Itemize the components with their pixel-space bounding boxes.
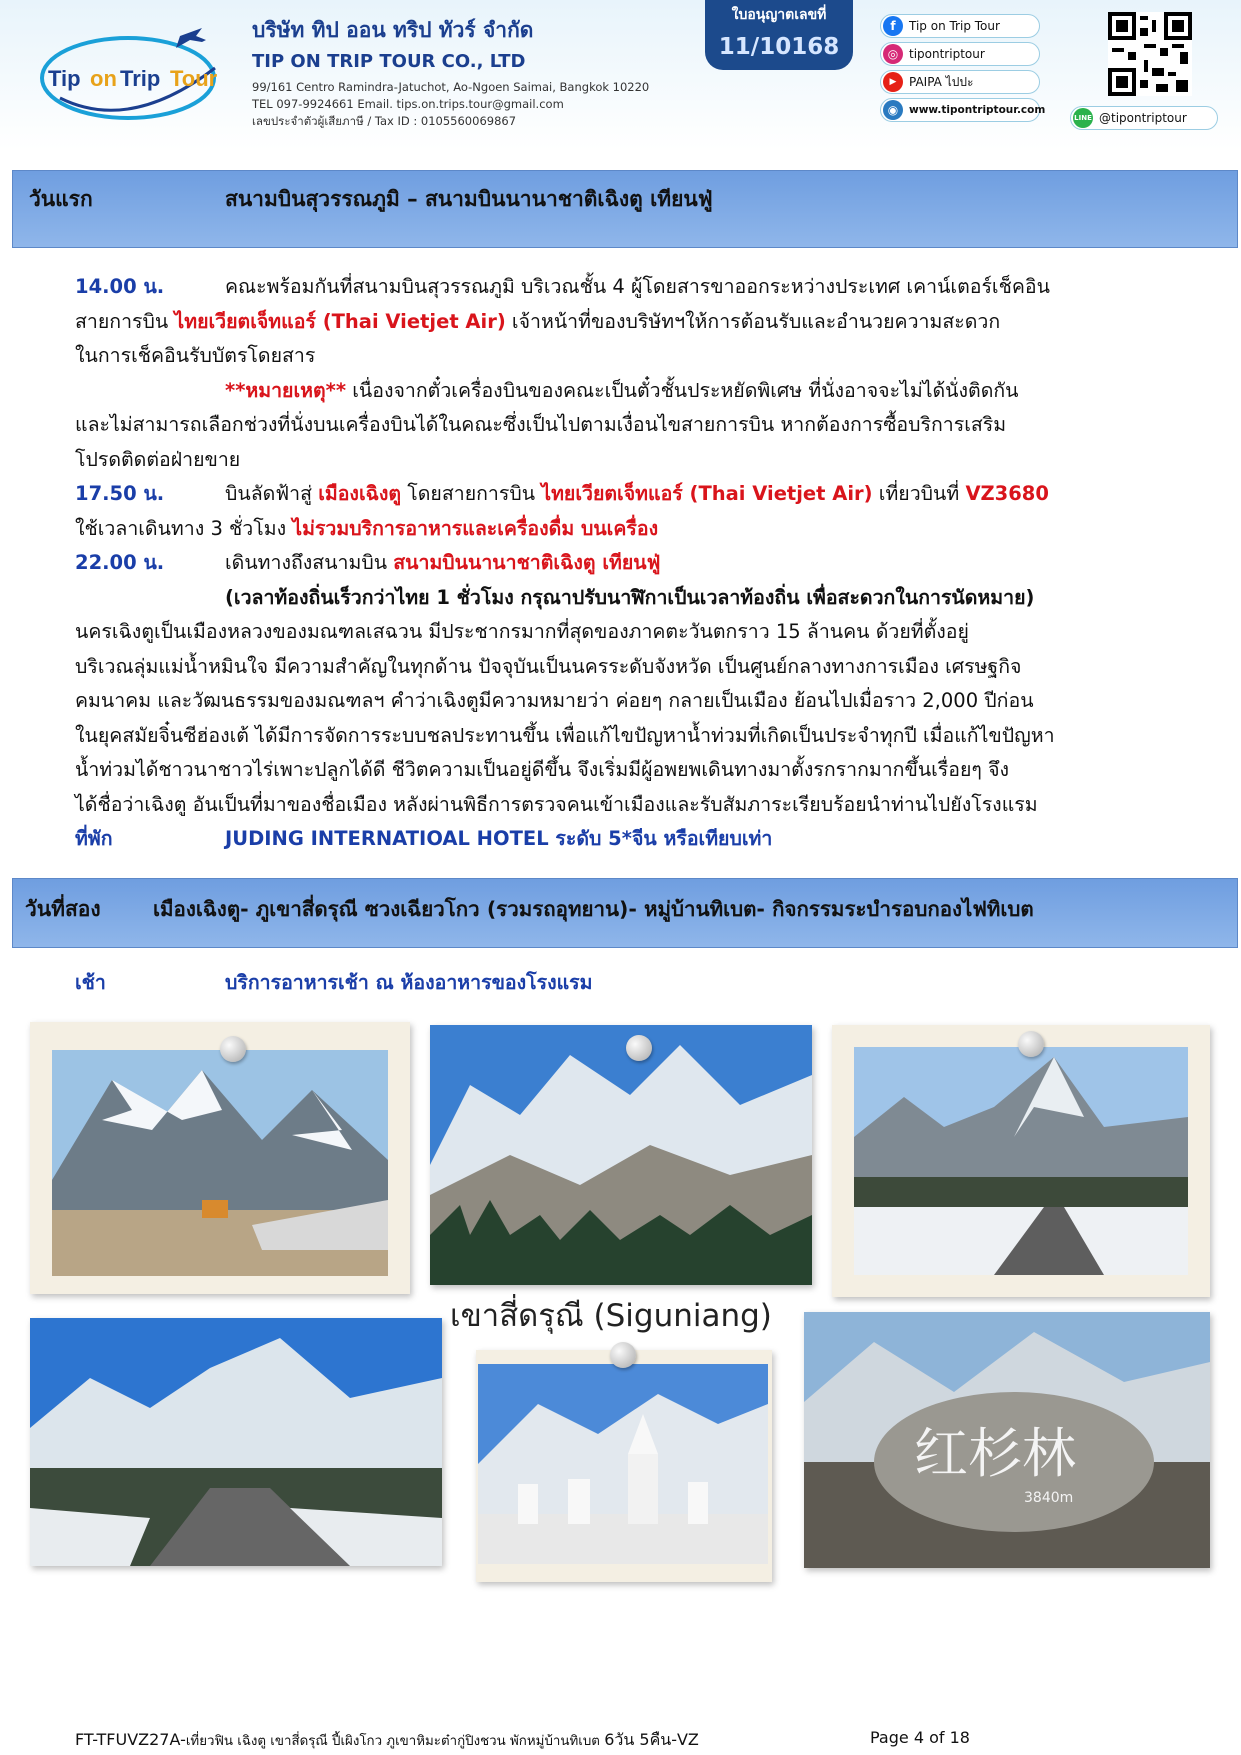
company-logo	[40, 18, 230, 128]
day1-label: วันแรก	[29, 187, 93, 211]
schedule-row	[75, 512, 1165, 547]
license-label: ใบอนุญาตเลขที่	[731, 7, 827, 23]
line-id-label: @tipontriptour	[1099, 111, 1187, 125]
meal-label: เช้า	[75, 971, 106, 994]
note-row	[75, 374, 1165, 409]
doc-duration: 6วัน 5คืน-VZ	[604, 1730, 699, 1749]
pin-icon	[1018, 1031, 1044, 1057]
pin-icon	[220, 1036, 246, 1062]
schedule-row	[75, 305, 1165, 340]
day2-itinerary	[75, 966, 1165, 1001]
schedule-text: เดินทางถึงสนามบิน	[225, 551, 394, 574]
page-header	[0, 0, 1241, 150]
destination-city: เมืองเฉิงตู	[318, 482, 402, 505]
note-label: **หมายเหตุ**	[225, 378, 347, 402]
description-text: นครเฉิงตูเป็นเมืองหลวงของมณฑลเสฉวน มีประชากรมากที่สุดของภาคตะวันตกราว 15 ล้านคน ด้วยที่ตั้งอยู่	[75, 620, 969, 643]
web-icon: ◉	[883, 100, 903, 120]
schedule-text: คณะพร้อมกันที่สนามบินสุวรรณภูมิ บริเวณชั้น 4 ผู้โดยสารขาออกระหว่างประเทศ เคาน์เตอร์เช็คอิน	[225, 275, 1050, 298]
company-name-en: TIP ON TRIP TOUR CO., LTD	[252, 51, 526, 72]
page-footer	[75, 1728, 970, 1753]
page-number: Page 4 of 18	[870, 1728, 970, 1747]
company-address: 99/161 Centro Ramindra-Jatuchot, Ao-Ngoen Saimai, Bangkok 10220	[252, 80, 650, 94]
company-name-th: บริษัท ทิป ออน ทริป ทัวร์ จำกัด	[252, 18, 534, 42]
note-text: โปรดติดต่อฝ่ายขาย	[75, 447, 241, 471]
qr-code-icon[interactable]	[1108, 12, 1192, 96]
license-badge	[705, 0, 853, 70]
line-icon: LINE	[1073, 108, 1093, 128]
meal-text: บริการอาหารเช้า ณ ห้องอาหารของโรงแรม	[225, 971, 593, 994]
mountain-photo-icon	[430, 1025, 812, 1285]
facebook-icon: f	[883, 16, 903, 36]
company-info	[252, 14, 712, 128]
timezone-note: (เวลาท้องถิ่นเร็วกว่าไทย 1 ชั่วโมง กรุณาปรับนาฬิกาเป็นเวลาท้องถิ่น เพื่อสะดวกในการนัดหมาย)	[225, 585, 1035, 609]
meal-notice: ไม่รวมบริการอาหารและเครื่องดื่ม บนเครื่อง	[292, 516, 659, 540]
photo-mountain-2	[430, 1025, 812, 1285]
description-text: ได้ชื่อว่าเฉิงตู อันเป็นที่มาของชื่อเมือง หลังผ่านพิธีการตรวจคนเข้าเมืองและรับสัมภาระเรียบร้อยนำท่านไปยังโรงแรม	[75, 792, 1038, 816]
instagram-icon: ◎	[883, 44, 903, 64]
company-contact: TEL 097-9924661 Email. tips.on.trips.tour@gmail.com	[252, 97, 564, 111]
description-line	[75, 650, 1165, 685]
day2-banner	[12, 878, 1238, 948]
social-instagram[interactable]	[880, 42, 1040, 66]
description-text: ในยุคสมัยจิ๋นซีฮ่องเต้ ได้มีการจัดการระบบชลประทานขึ้น เพื่อแก้ไขปัญหาน้ำท่วมที่เกิดเป็นประจำทุกปี เมื่อแก้ไขปัญหา	[75, 723, 1055, 747]
schedule-row	[75, 270, 1165, 305]
mountain-photo-icon	[854, 1047, 1188, 1275]
svg-text:Tip: Tip	[48, 66, 81, 91]
schedule-text: สายการบิน	[75, 309, 175, 333]
social-label: PAIPA ไปปะ	[909, 74, 974, 89]
schedule-text: บินลัดฟ้าสู่	[225, 482, 319, 505]
meal-row	[75, 966, 1165, 1001]
timezone-note-row	[75, 581, 1165, 616]
social-label: www.tipontriptour.com	[909, 104, 1046, 116]
social-facebook[interactable]	[880, 14, 1040, 38]
company-tax-id: เลขประจำตัวผู้เสียภาษี / Tax ID : 0105560069867	[252, 114, 517, 128]
pin-icon	[610, 1342, 636, 1368]
svg-text:on: on	[90, 66, 117, 91]
description-line	[75, 615, 1165, 650]
day2-label: วันที่สอง	[25, 897, 101, 921]
hotel-label: ที่พัก	[75, 827, 113, 850]
svg-text:Trip: Trip	[120, 66, 161, 91]
pin-icon	[626, 1035, 652, 1061]
photo-stone-monument	[804, 1312, 1210, 1568]
svg-text:3840m: 3840m	[1024, 1490, 1074, 1506]
description-line	[75, 788, 1165, 823]
svg-text:Tour: Tour	[170, 66, 218, 91]
note-row	[75, 408, 1165, 443]
description-text: น้ำท่วมได้ชาวนาชาวไร่เพาะปลูกได้ดี ชีวิตความเป็นอยู่ดีขึ้น จึงเริ่มมีผู้อพยพเดินทางมาตั้งรกรากมากขึ้นเรื่อยๆ จึง	[75, 758, 1010, 781]
doc-code: FT-TFUVZ27A-	[75, 1730, 186, 1749]
airline-name: ไทยเวียตเจ็ทแอร์ (Thai Vietjet Air)	[174, 309, 506, 333]
note-text: และไม่สามารถเลือกช่วงที่นั่งบนเครื่องบินได้ในคณะซึ่งเป็นไปตามเงื่อนไขสายการบิน หากต้องการซื้อบริการเสริม	[75, 413, 1007, 436]
description-text: บริเวณลุ่มแม่น้ำหมินใจ มีความสำคัญในทุกด้าน ปัจจุบันเป็นนครระดับจังหวัด เป็นศูนย์กลางทางการเมือง เศรษฐกิจ	[75, 654, 1022, 678]
stupa-photo-icon	[478, 1364, 768, 1564]
note-text: เนื่องจากตั๋วเครื่องบินของคณะเป็นตั๋วชั้นประหยัดพิเศษ ที่นั่งอาจจะไม่ได้นั่งติดกัน	[346, 378, 1019, 402]
hotel-row	[75, 822, 1165, 857]
schedule-text: เจ้าหน้าที่ของบริษัทฯให้การต้อนรับและอำนวยความสะดวก	[505, 309, 1001, 333]
photo-stupas	[476, 1350, 772, 1582]
stone-photo-icon	[804, 1312, 1210, 1568]
youtube-icon: ▶	[883, 72, 903, 92]
schedule-row	[75, 339, 1165, 374]
photo-mountain-3	[832, 1025, 1210, 1297]
social-links	[880, 14, 1046, 126]
schedule-row	[75, 477, 1165, 512]
social-label: Tip on Trip Tour	[909, 19, 1000, 33]
social-youtube[interactable]	[880, 70, 1040, 94]
hotel-name: JUDING INTERNATIOAL HOTEL ระดับ 5*จีน หรือเทียบเท่า	[225, 827, 773, 850]
note-row	[75, 443, 1165, 478]
schedule-text: โดยสายการบิน	[401, 482, 542, 505]
airline-name: ไทยเวียตเจ็ทแอร์ (Thai Vietjet Air)	[541, 482, 873, 505]
mountain-photo-icon	[30, 1318, 442, 1566]
photo-mountain-1	[30, 1022, 410, 1294]
mountain-photo-icon	[52, 1050, 388, 1276]
schedule-text: ในการเช็คอินรับบัตรโดยสาร	[75, 344, 316, 367]
social-label: tipontriptour	[909, 47, 985, 61]
day1-itinerary	[75, 270, 1165, 857]
flight-number: VZ3680	[965, 482, 1049, 505]
schedule-time: 17.50 น.	[75, 482, 165, 505]
photo-caption: เขาสี่ดรุณี (Siguniang)	[450, 1298, 772, 1334]
svg-text:红杉林: 红杉林	[914, 1422, 1076, 1485]
schedule-row	[75, 546, 1165, 581]
description-text: คมนาคม และวัฒนธรรมของมณฑลฯ คำว่าเฉิงตูมีความหมายว่า ค่อยๆ กลายเป็นเมือง ย้อนไปเมื่อราว 2,000 ปีก่อน	[75, 689, 1034, 712]
description-line	[75, 719, 1165, 754]
arrival-airport: สนามบินนานาชาติเฉิงตู เทียนฟู่	[393, 551, 661, 574]
license-number: 11/10168	[718, 34, 840, 60]
day1-title: สนามบินสุวรรณภูมิ – สนามบินนานาชาติเฉิงตู เทียนฟู่	[225, 187, 713, 211]
schedule-time: 14.00 น.	[75, 275, 165, 298]
photo-valley-road	[30, 1318, 442, 1566]
day1-banner	[12, 170, 1238, 248]
day2-title: เมืองเฉิงตู- ภูเขาสี่ดรุณี ซวงเฉียวโกว (รวมรถอุทยาน)- หมู่บ้านทิเบต- กิจกรรมระบำรอบกองไฟทิเบต	[153, 897, 1034, 921]
description-line	[75, 753, 1165, 788]
schedule-text: ใช้เวลาเดินทาง 3 ชั่วโมง	[75, 516, 293, 540]
schedule-text: เที่ยวบินที่	[872, 482, 966, 505]
line-contact[interactable]	[1070, 106, 1218, 130]
social-website[interactable]	[880, 98, 1046, 122]
doc-description: เที่ยวฟิน เฉิงตู เขาสี่ดรุณี ปี้เผิงโกว ภูเขาหิมะต๋ากู่ปิงชวน พักหมู่บ้านทิเบต	[185, 1734, 605, 1749]
schedule-time: 22.00 น.	[75, 551, 165, 574]
description-line	[75, 684, 1165, 719]
